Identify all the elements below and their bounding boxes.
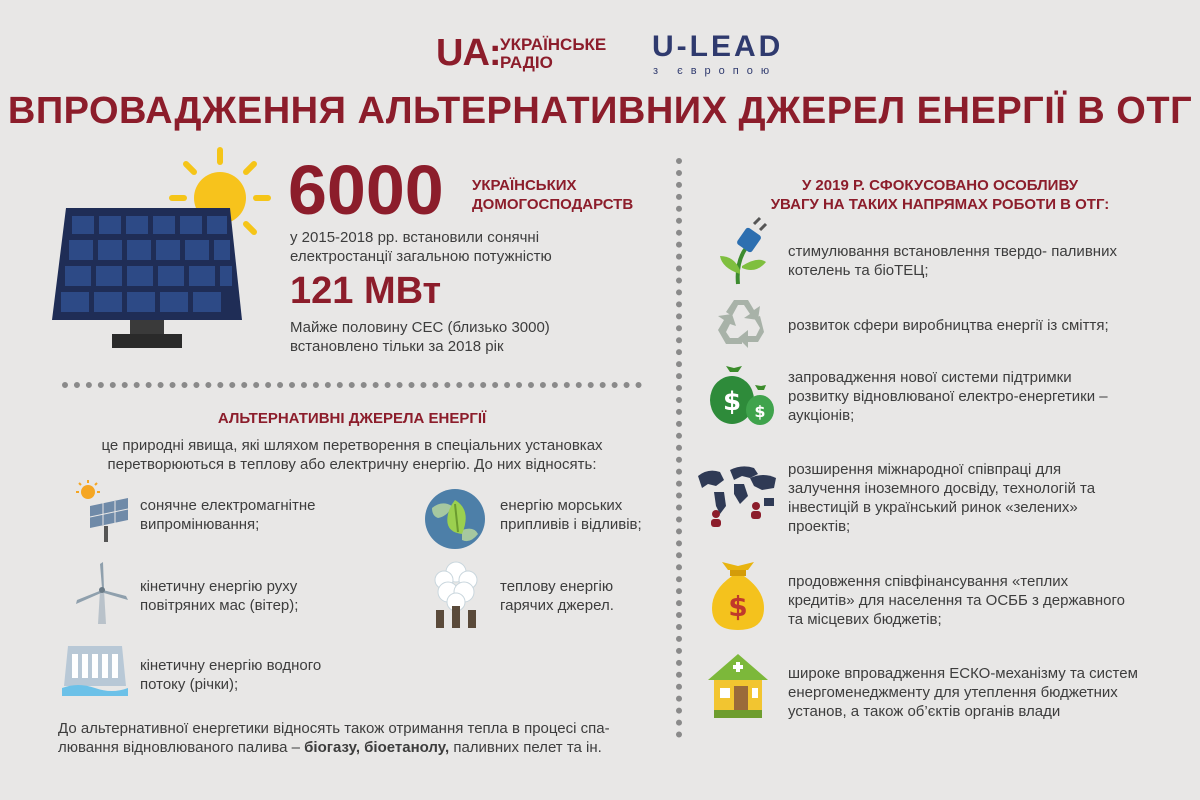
installed-line1: у 2015-2018 рр. встановили сонячні — [290, 229, 540, 246]
focus-item-5-line1: продовження співфінансування «теплих — [788, 573, 1069, 590]
focus-heading-line2: УВАГУ НА ТАКИХ НАПРЯМАХ РОБОТИ В ОТГ: — [770, 196, 1110, 213]
source-tidal-line1: енергію морських — [500, 497, 623, 514]
source-solar-text — [140, 496, 316, 534]
footer-note — [58, 719, 648, 757]
focus-item-4-line1: розширення міжнародної співпраці для — [788, 461, 1062, 478]
focus-item-5-line3: та місцевих бюджетів; — [788, 611, 942, 628]
source-wind-line1: кінетичну енергію руху — [140, 578, 298, 595]
focus-item-4-line4: проектів; — [788, 518, 851, 535]
alternative-sources-description — [62, 436, 642, 474]
source-hydro-line1: кінетичну енергію водного — [140, 657, 322, 674]
logo-radio-line2: РАДІО — [500, 53, 553, 72]
u-lead-logo: U-LEAD — [652, 30, 784, 63]
focus-heading-line1: У 2019 Р. СФОКУСОВАНО ОСОБЛИВУ — [801, 177, 1079, 194]
focus-item-waste — [788, 316, 1168, 335]
wind-turbine-icon — [70, 560, 134, 624]
hydro-dam-icon — [62, 640, 128, 696]
households-label-line2: ДОМОГОСПОДАРСТВ — [472, 196, 634, 213]
alt-desc-line2: перетворюються в теплову або електричну енергію. До них відносять: — [107, 456, 597, 473]
installed-line2: електростанції загальною потужністю — [290, 248, 552, 265]
focus-item-2-line1: розвиток сфери виробництва енергії із сміття; — [788, 317, 1109, 334]
footer-line2-end: паливних пелет та ін. — [449, 739, 602, 756]
money-sack-icon — [708, 560, 768, 632]
source-solar-line2: випромінювання; — [140, 516, 260, 533]
recycle-icon — [714, 296, 768, 346]
footer-bold-fuels: біогазу, біоетанолу, — [304, 739, 450, 756]
total-capacity: 121 МВт — [290, 270, 442, 312]
source-hydro-line2: потоку (річки); — [140, 676, 239, 693]
svg-text:$: $ — [728, 590, 748, 623]
solar-panel-icon — [52, 208, 242, 354]
small-solar-panel-icon — [74, 480, 134, 546]
focus-item-warm-credits — [788, 572, 1168, 629]
logo-radio-line1: УКРАЇНСЬКЕ — [500, 35, 607, 54]
vertical-divider — [676, 158, 682, 738]
ua-logo-mark: UA: — [436, 32, 501, 74]
focus-item-1-line2: котелень та біоТЕЦ; — [788, 262, 929, 279]
source-tidal-text — [500, 496, 642, 534]
focus-item-esco — [788, 664, 1168, 721]
world-map-people-icon — [694, 462, 780, 528]
footer-line2-start: лювання відновлюваного палива – — [58, 739, 305, 756]
focus-item-auctions — [788, 368, 1168, 425]
alternative-sources-heading: АЛЬТЕРНАТИВНІ ДЖЕРЕЛА ЕНЕРГІЇ — [217, 410, 487, 427]
focus-item-4-line2: залучення іноземного досвіду, технологій та — [788, 480, 1096, 497]
focus-item-5-line2: кредитів» для населення та ОСББ з державного — [788, 592, 1125, 609]
half-line2: встановлено тільки за 2018 рік — [290, 338, 504, 355]
households-label — [472, 176, 633, 214]
source-tidal-line2: припливів і відливів; — [500, 516, 642, 533]
source-wind-text — [140, 577, 298, 615]
source-hydro-text — [140, 656, 321, 694]
money-bags-icon — [706, 366, 774, 426]
page-title: ВПРОВАДЖЕННЯ АЛЬТЕРНАТИВНИХ ДЖЕРЕЛ ЕНЕРГІЇ В ОТГ — [7, 90, 1193, 132]
source-geothermal-text — [500, 577, 614, 615]
installed-text — [290, 228, 552, 266]
source-solar-line1: сонячне електромагнітне — [140, 497, 316, 514]
plug-sprout-icon — [712, 218, 770, 286]
alt-desc-line1: це природні явища, які шляхом перетворення в спеціальних установках — [101, 437, 603, 454]
focus-item-6-line2: енергоменеджменту для утеплення бюджетних — [788, 684, 1118, 701]
u-lead-subtitle: з європою — [653, 65, 778, 77]
focus-item-6-line1: широке впровадження ЕСКО-механізму та систем — [788, 665, 1138, 682]
focus-heading — [700, 176, 1180, 214]
green-house-icon — [706, 652, 770, 720]
geothermal-steam-icon — [424, 558, 488, 630]
focus-item-3-line3: аукціонів; — [788, 407, 855, 424]
footer-line2 — [58, 738, 648, 757]
focus-item-4-line3: інвестицій в український ринок «зелених» — [788, 499, 1078, 516]
focus-item-3-line2: розвитку відновлюваної електро-енергетики – — [788, 388, 1108, 405]
focus-item-international — [788, 460, 1168, 536]
globe-leaf-icon — [422, 486, 488, 552]
half-installed-text — [290, 318, 550, 356]
half-line1: Майже половину СЕС (близько 3000) — [290, 319, 550, 336]
source-geothermal-line1: теплову енергію — [500, 578, 614, 595]
footer-line1: До альтернативної енергетики відносять також отримання тепла в процесі спа- — [58, 720, 610, 737]
svg-text:$: $ — [754, 402, 766, 421]
source-geothermal-line2: гарячих джерел. — [500, 597, 614, 614]
svg-text:$: $ — [722, 387, 742, 417]
households-count: 6000 — [288, 151, 444, 229]
ukrainian-radio-logo-text — [500, 36, 606, 72]
source-wind-line2: повітряних мас (вітер); — [140, 597, 299, 614]
focus-item-boilers — [788, 242, 1168, 280]
focus-item-1-line1: стимулювання встановлення твердо- паливних — [788, 243, 1117, 260]
focus-item-3-line1: запровадження нової системи підтримки — [788, 369, 1072, 386]
focus-item-6-line3: установ, а також об’єктів органів влади — [788, 703, 1061, 720]
horizontal-divider — [62, 382, 642, 388]
households-label-line1: УКРАЇНСЬКИХ — [472, 177, 577, 194]
